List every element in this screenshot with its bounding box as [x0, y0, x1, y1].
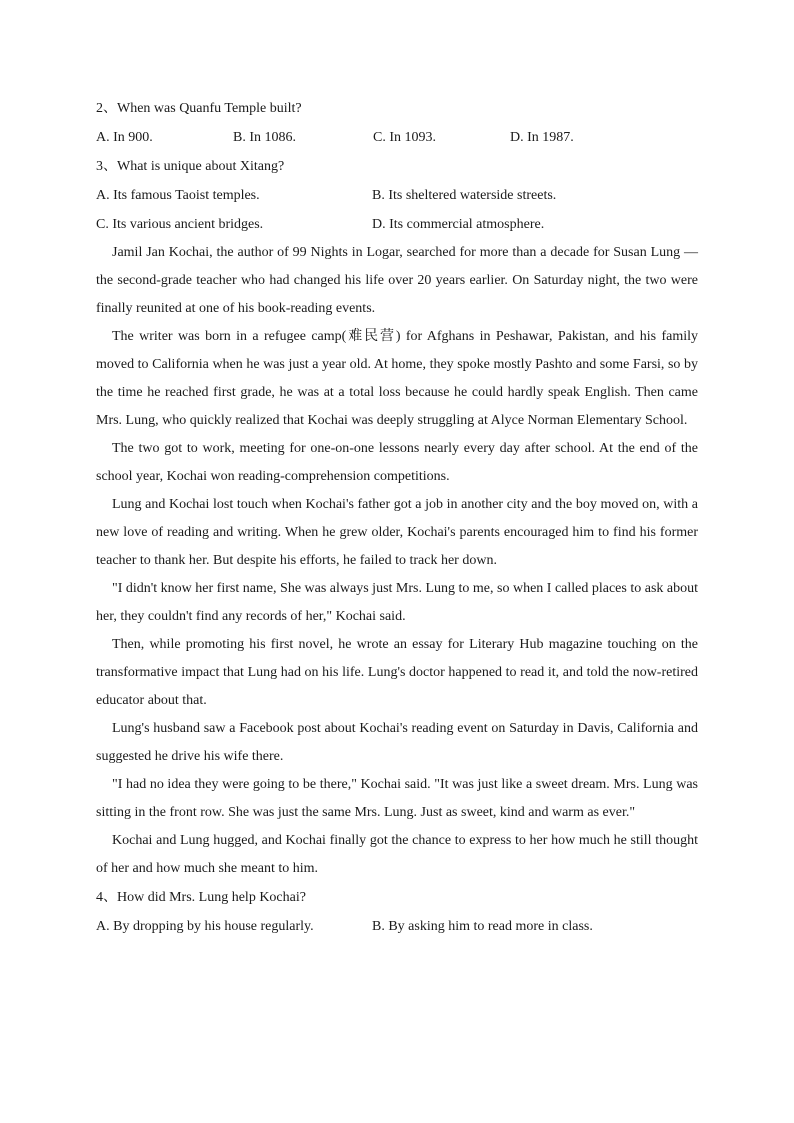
- option-c: C. Its various ancient bridges.: [96, 217, 264, 232]
- question-3: 3、What is unique about Xitang?: [96, 159, 285, 174]
- passage-paragraph-6: Then, while promoting his first novel, he wrote an essay for Literary Hub magazine touching on the transformative impact that Lung had on his life. Lung's doctor happened to read it, and told the now-retired educator about that.: [96, 637, 698, 708]
- option-d: D. In 1987.: [510, 130, 574, 145]
- passage-paragraph-5: "I didn't know her first name, She was always just Mrs. Lung to me, so when I called places to ask about her, they couldn't find any records of her," Kochai said.: [96, 581, 699, 624]
- passage-paragraph-4: Lung and Kochai lost touch when Kochai's father got a job in another city and the boy moved on, with a new love of reading and writing. When he grew older, Kochai's parents encouraged him to find his former teacher to thank her. But despite his efforts, he failed to track her down.: [96, 497, 698, 568]
- passage-paragraph-2: The writer was born in a refugee camp(难民营) for Afghans in Peshawar, Pakistan, and his family moved to California when he was just a year old. At home, they spoke mostly Pashto and some Farsi, so by the time he reached first grade, he was at a total loss because he could hardly speak English. Then came Mrs. Lung, who quickly realized that Kochai was deeply struggling at Alyce Norman Elementary School.: [96, 329, 698, 428]
- option-b: B. By asking him to read more in class.: [372, 919, 593, 934]
- option-a: A. Its famous Taoist temples.: [96, 188, 260, 203]
- question-4-options: [96, 912, 698, 941]
- option-b: B. In 1086.: [233, 130, 296, 145]
- question-4: 4、How did Mrs. Lung help Kochai?: [96, 890, 306, 905]
- option-b: B. Its sheltered waterside streets.: [372, 188, 557, 203]
- passage-paragraph-8: "I had no idea they were going to be there," Kochai said. "It was just like a sweet dream. Mrs. Lung was sitting in the front row. She was just the same Mrs. Lung. Just as sweet, kind and warm as ever.": [96, 777, 698, 820]
- option-d: D. Its commercial atmosphere.: [372, 217, 545, 232]
- document-page: [96, 94, 698, 941]
- option-a: A. In 900.: [96, 130, 153, 145]
- question-2-options: [96, 123, 698, 152]
- passage-paragraph-1: Jamil Jan Kochai, the author of 99 Nights in Logar, searched for more than a decade for Susan Lung — the second-grade teacher who had changed his life over 20 years earlier. On Saturday night, the two were finally reunited at one of his book-reading events.: [96, 245, 698, 316]
- passage-paragraph-3: The two got to work, meeting for one-on-one lessons nearly every day after school. At the end of the school year, Kochai won reading-comprehension competitions.: [96, 441, 698, 484]
- question-3-options-row-2: [96, 210, 698, 239]
- reading-passage: [96, 239, 698, 883]
- option-a: A. By dropping by his house regularly.: [96, 919, 314, 934]
- question-3-options-row-1: [96, 181, 698, 210]
- question-2: 2、When was Quanfu Temple built?: [96, 101, 302, 116]
- passage-paragraph-7: Lung's husband saw a Facebook post about Kochai's reading event on Saturday in Davis, California and suggested he drive his wife there.: [96, 721, 698, 764]
- option-c: C. In 1093.: [373, 130, 436, 145]
- passage-paragraph-9: Kochai and Lung hugged, and Kochai finally got the chance to express to her how much he still thought of her and how much she meant to him.: [96, 833, 698, 876]
